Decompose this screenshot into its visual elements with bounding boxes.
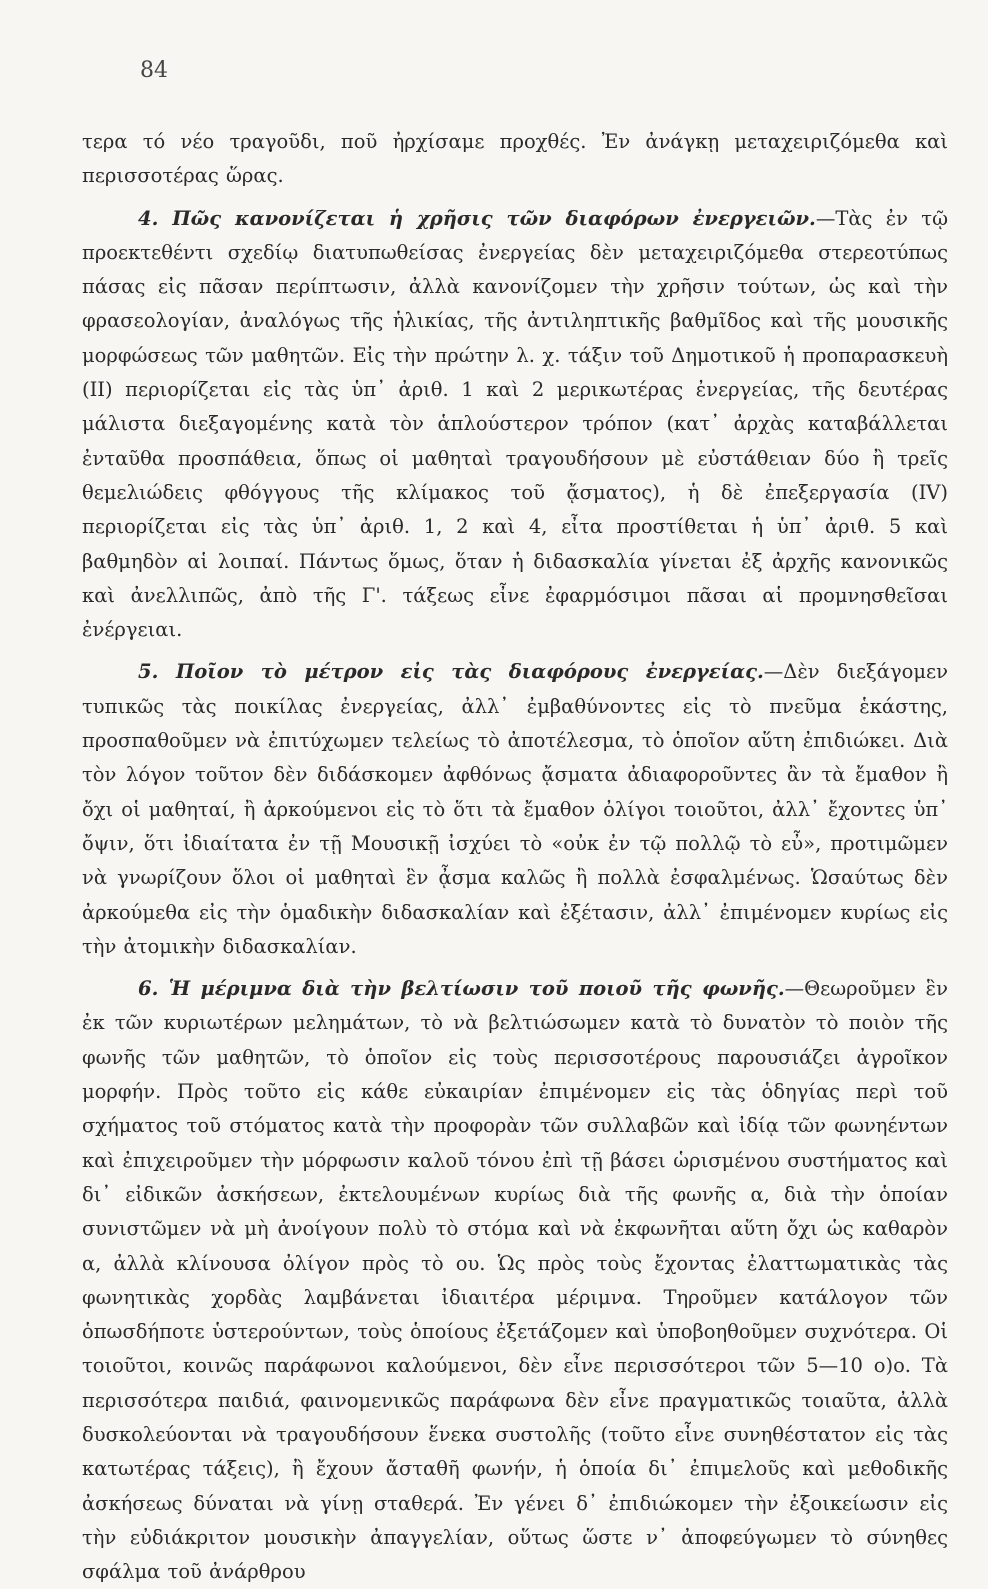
section-4-text: —Τὰς ἐν τῷ προεκτεθέντι σχεδίῳ διατυπωθείσας ἐνεργείας δὲν μεταχειριζόμεθα στερεοτύπως πάσας εἰς πᾶσαν περίπτωσιν, ἀλλὰ κανονίζομεν τὴν χρῆσιν τούτων, ὡς καὶ τὴν φρασεολογίαν, ἀναλόγως τῆς ἡλικίας, τῆς ἀντιληπτικῆς βαθμῖδος καὶ τῆς μουσικῆς μορφώσεως τῶν μαθητῶν. Εἰς τὴν πρώτην λ. χ. τάξιν τοῦ Δημοτικοῦ ἡ προπαρασκευὴ (II) περιορίζεται εἰς τὰς ὑπ᾽ ἀριθ. 1 καὶ 2 μερικωτέρας ἐνεργείας, τῆς δευτέρας μάλιστα διεξαγομένης κατὰ τὸν ἁπλούστερον τρόπον (κατ᾽ ἀρχὰς καταβάλλεται ἐνταῦθα προσπάθεια, ὅπως οἱ μαθηταὶ τραγουδήσουν μὲ εὐστάθειαν δύο ἢ τρεῖς θεμελιώδεις φθόγγους τῆς κλίμακος τοῦ ᾄσματος), ἡ δὲ ἐπεξεργασία (IV) περιορίζεται εἰς τὰς ὑπ᾽ ἀριθ. 1, 2 καὶ 4, εἶτα προστίθεται ἡ ὑπ᾽ ἀριθ. 5 καὶ βαθμηδὸν αἱ λοιπαί. Πάντως ὅμως, ὅταν ἡ διδασκαλία γίνεται ἐξ ἀρχῆς κανονικῶς καὶ ἀνελλιπῶς, ἀπὸ τῆς Γ'. τάξεως εἶνε ἐφαρμόσιμοι πᾶσαι αἱ προμνησθεῖσαι ἐνέργειαι. (82, 206, 948, 642)
section-5-heading: 5. Ποῖον τὸ μέτρον εἰς τὰς διαφόρους ἐνεργείας. (138, 660, 764, 684)
section-4-paragraph (82, 202, 948, 648)
body-text (82, 125, 948, 1589)
paragraph-continuation (82, 125, 948, 194)
section-6-text: —Θεωροῦμεν ἓν ἐκ τῶν κυριωτέρων μελημάτων, τὸ νὰ βελτιώσωμεν κατὰ τὸ δυνατὸν τὸ ποιὸν τῆς φωνῆς τῶν μαθητῶν, τὸ ὁποῖον εἰς τοὺς περισσοτέρους παρουσιάζει ἀγροῖκον μορφήν. Πρὸς τοῦτο εἰς κάθε εὐκαιρίαν ἐπιμένομεν εἰς τὰς ὁδηγίας περὶ τοῦ σχήματος τοῦ στόματος κατὰ τὴν προφορὰν τῶν συλλαβῶν καὶ ἰδίᾳ τῶν φωνηέντων καὶ ἐπιχειροῦμεν τὴν μόρφωσιν καλοῦ τόνου ἐπὶ τῇ βάσει ὡρισμένου συστήματος καὶ δι᾽ εἰδικῶν ἀσκήσεων, ἐκτελουμένων κυρίως διὰ τῆς φωνῆς α, διὰ τὴν ὁποίαν συνιστῶμεν νὰ μὴ ἀνοίγουν πολὺ τὸ στόμα καὶ νὰ ἐκφωνῆται αὕτη ὄχι ὡς καθαρὸν α, ἀλλὰ κλίνουσα ὀλίγον πρὸς τὸ ου. Ὡς πρὸς τοὺς ἔχοντας ἐλαττωματικὰς τὰς φωνητικὰς χορδὰς λαμβάνεται ἰδιαιτέρα μέριμνα. Τηροῦμεν κατάλογον τῶν ὁπωσδήποτε ὑστερούντων, τοὺς ὁποίους ἐξετάζομεν καὶ ὑποβοηθοῦμεν συχνότερα. Οἱ τοιοῦτοι, κοινῶς παράφωνοι καλούμενοι, δὲν εἶνε περισσότεροι τῶν 5—10 ο)ο. Τὰ περισσότερα παιδιά, φαινομενικῶς παράφωνα δὲν εἶνε πραγματικῶς τοιαῦτα, ἀλλὰ δυσκολεύονται νὰ τραγουδήσουν ἕνεκα συστολῆς (τοῦτο εἶνε συνηθέστατον εἰς τὰς κατωτέρας τάξεις), ἢ ἔχουν ἄσταθῆ φωνήν, ἡ ὁποία δι᾽ ἐπιμελοῦς καὶ μεθοδικῆς ἀσκήσεως δύναται νὰ γίνῃ σταθερά. Ἐν γένει δ᾽ ἐπιδιώκομεν τὴν ἐξοικείωσιν εἰς τὴν εὐδιάκριτον μουσικὴν ἀπαγγελίαν, οὕτως ὥστε ν᾽ ἀποφεύγωμεν τὸ σύνηθες σφάλμα τοῦ ἀνάρθρου (82, 977, 948, 1584)
section-6-heading: 6. Ἡ μέριμνα διὰ τὴν βελτίωσιν τοῦ ποιοῦ τῆς φωνῆς. (138, 977, 785, 1001)
section-4-heading: 4. Πῶς κανονίζεται ἡ χρῆσις τῶν διαφόρων ἐνεργειῶν. (138, 206, 816, 230)
page-number: 84 (140, 58, 168, 83)
section-6-paragraph (82, 972, 948, 1589)
paragraph-text: τερα τό νέο τραγοῦδι, ποῦ ἠρχίσαμε προχθές. Ἐν ἀνάγκῃ μεταχειριζόμεθα καὶ περισσοτέρας ὥρας. (82, 130, 948, 188)
section-5-text: —Δὲν διεξάγομεν τυπικῶς τὰς ποικίλας ἐνεργείας, ἀλλ᾽ ἐμβαθύνοντες εἰς τὸ πνεῦμα ἑκάστης, προσπαθοῦμεν νὰ ἐπιτύχωμεν τελείως τὸ ἀποτέλεσμα, τὸ ὁποῖον αὕτη ἐπιδιώκει. Διὰ τὸν λόγον τοῦτον δὲν διδάσκομεν ἀφθόνως ᾄσματα ἀδιαφοροῦντες ἂν τὰ ἔμαθον ἢ ὄχι οἱ μαθηταί, ἢ ἀρκούμενοι εἰς τὸ ὅτι τὰ ἔμαθον ὀλίγοι τοιοῦτοι, ἀλλ᾽ ἔχοντες ὑπ᾽ ὄψιν, ὅτι ἰδιαίτατα ἐν τῇ Μουσικῇ ἰσχύει τὸ «οὐκ ἐν τῷ πολλῷ τὸ εὖ», προτιμῶμεν νὰ γνωρίζουν ὅλοι οἱ μαθηταὶ ἓν ᾆσμα καλῶς ἢ πολλὰ ἐσφαλμένως. Ὡσαύτως δὲν ἀρκούμεθα εἰς τὴν ὁμαδικὴν διδασκαλίαν καὶ ἐξέτασιν, ἀλλ᾽ ἐπιμένομεν κυρίως εἰς τὴν ἀτομικὴν διδασκαλίαν. (82, 660, 948, 958)
section-5-paragraph (82, 655, 948, 964)
